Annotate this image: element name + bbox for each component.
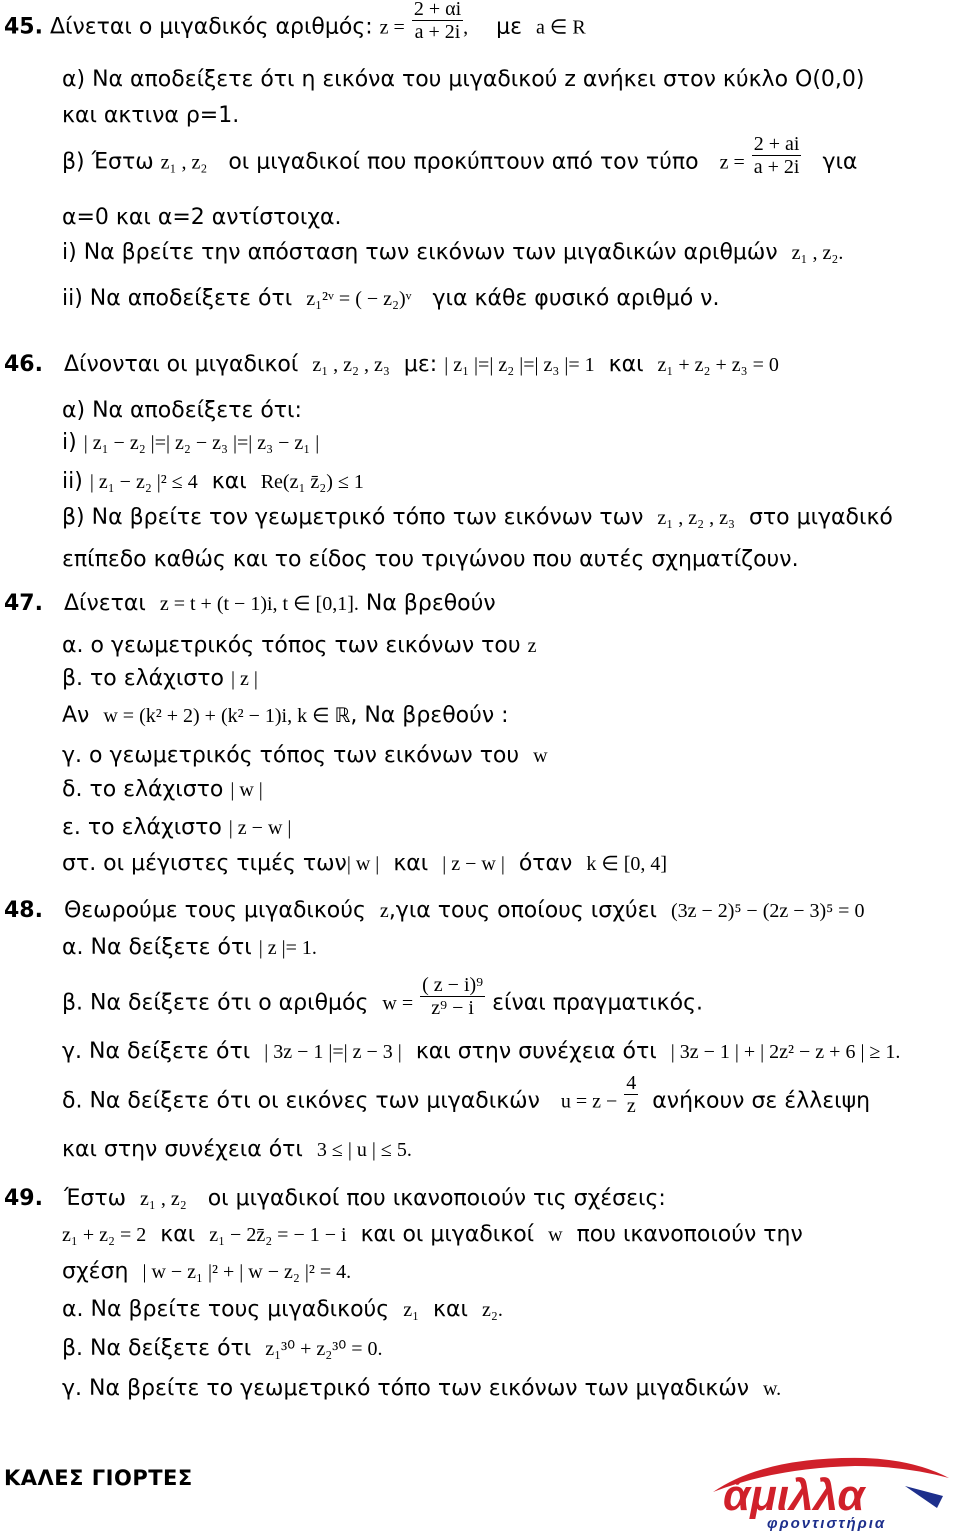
problem-49-line-3: σχέση | w − z₁ |² + | w − z₂ |² = 4. [62, 1259, 352, 1284]
problem-48-g: γ. Να δείξετε ότι | 3z − 1 |=| z − 3 | και στην συνέχεια ότι | 3z − 1 | + | 2z² − z + 6 | ≥ 1. [62, 1039, 901, 1064]
fraction: $\frac{2 + \alpha i}{a + 2i}$ [413, 0, 462, 43]
fraction: $\frac{\text{( z − i)⁹}}{\text{z⁹ − i}}$ [422, 974, 484, 1019]
problem-47-e: ε. το ελάχιστο | z − w | [62, 815, 292, 840]
problem-46-line-1: 46. Δίνονται οι μιγαδικοί z₁ , z₂ , z₃ με: | z₁ |=| z₂ |=| z₃ |= 1 και z₁ + z₂ + z₃ = 0 [4, 352, 779, 377]
problem-46-b: β) Να βρείτε τον γεωμετρικό τόπο των εικόνων των z₁ , z₂ , z₃ στο μιγαδικό [62, 505, 893, 530]
footer-greeting: ΚΑΛΕΣ ΓΙΟΡΤΕΣ [4, 1466, 193, 1490]
problem-47-an: Αν w = (k² + 2) + (k² − 1)i, k ∈ ℝ, Να βρεθούν : [62, 703, 509, 728]
problem-45-i: i) Να βρείτε την απόσταση των εικόνων των μιγαδικών αριθμών z₁ , z₂. [62, 240, 844, 265]
problem-45-line-1: 45. Δίνεται ο μιγαδικός αριθμός: z = $\frac{2 + \alpha i}{a + 2i}$ , με a ∈ R [4, 0, 586, 43]
problem-46-b-cont: επίπεδο καθώς και το είδος του τριγώνου που αυτές σχηματίζουν. [62, 547, 799, 572]
problem-46-a-i: i) | z₁ − z₂ |=| z₂ − z₃ |=| z₃ − z₁ | [62, 430, 320, 455]
logo-graphic [705, 1448, 955, 1532]
fraction: $\frac{2 + ai}{a + 2i}$ [753, 133, 800, 178]
logo-subtitle: φροντιστήρια [767, 1515, 887, 1532]
problem-45-ii: ii) Να αποδείξετε ότι z₁²ᵛ = ( − z₂)ᵛ για κάθε φυσικό αριθμό ν. [62, 286, 720, 311]
problem-45-b-cont: α=0 και α=2 αντίστοιχα. [62, 205, 342, 230]
problem-46-a: α) Να αποδείξετε ότι: [62, 398, 302, 423]
problem-47-b: β. το ελάχιστο | z | [62, 666, 258, 691]
problem-47-st: στ. οι μέγιστες τιμές των| w | και | z − w | όταν k ∈ [0, 4] [62, 851, 668, 876]
problem-47-line-1: 47. Δίνεται z = t + (t − 1)i, t ∈ [0,1]. Να βρεθούν [4, 591, 496, 616]
logo-accent [905, 1486, 943, 1508]
amilla-logo [705, 1448, 955, 1532]
problem-49-a: α. Να βρείτε τους μιγαδικούς z₁ και z₂. [62, 1297, 503, 1322]
problem-49-b: β. Να δείξετε ότι z₁³⁰ + z₂³⁰ = 0. [62, 1336, 383, 1361]
logo-wordmark: άμιλλα [723, 1471, 865, 1520]
fraction: $\frac{4}{z}$ [626, 1072, 637, 1117]
problem-48-d-cont: και στην συνέχεια ότι 3 ≤ | u | ≤ 5. [62, 1137, 412, 1162]
problem-48-b: β. Να δείξετε ότι ο αριθμός w = $\frac{\text{( z − i)⁹}}{\text{z⁹ − i}}$ είναι πραγματικός. [62, 974, 703, 1019]
problem-45-b: β) Έστω z₁ , z₂ οι μιγαδικοί που προκύπτουν από τον τύπο z = $\frac{2 + ai}{a + 2i}$ για [62, 133, 858, 178]
problem-47-d: δ. το ελάχιστο | w | [62, 777, 263, 802]
problem-45-a: α) Να αποδείξετε ότι η εικόνα του μιγαδικού z ανήκει στον κύκλο Ο(0,0) [62, 67, 865, 92]
problem-48-line-1: 48. Θεωρούμε τους μιγαδικούς z,για τους οποίους ισχύει (3z − 2)⁵ − (2z − 3)⁵ = 0 [4, 898, 865, 923]
problem-49-line-2: z₁ + z₂ = 2 και z₁ − 2z̄₂ = − 1 − i και οι μιγαδικοί w που ικανοποιούν την [62, 1222, 803, 1247]
problem-49-g: γ. Να βρείτε το γεωμετρικό τόπο των εικόνων των μιγαδικών w. [62, 1376, 782, 1401]
problem-47-g: γ. ο γεωμετρικός τόπος των εικόνων του w [62, 743, 548, 768]
problem-number: 45. [4, 14, 43, 40]
problem-45-a-cont: και ακτινα ρ=1. [62, 103, 240, 128]
problem-48-a: α. Να δείξετε ότι | z |= 1. [62, 935, 317, 960]
problem-46-a-ii: ii) | z₁ − z₂ |² ≤ 4 και Re(z₁ z̄₂) ≤ 1 [62, 469, 364, 494]
problem-49-line-1: 49. Έστω z₁ , z₂ οι μιγαδικοί που ικανοποιούν τις σχέσεις: [4, 1186, 666, 1211]
problem-47-a: α. ο γεωμετρικός τόπος των εικόνων του z [62, 633, 537, 658]
problem-48-d: δ. Να δείξετε ότι οι εικόνες των μιγαδικών u = z − $\frac{4}{z}$ ανήκουν σε έλλειψη [62, 1072, 871, 1117]
